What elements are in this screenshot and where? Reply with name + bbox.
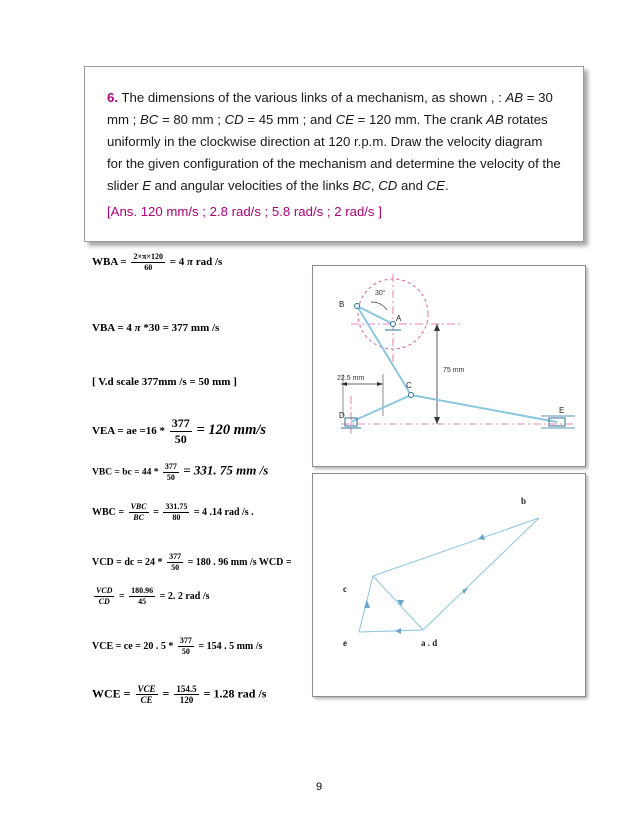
vea-equation: VEA = ae =16 * $\frac{377}{50}$ = 120 mm/s [92,416,267,446]
wce-fraction-numeric: $\frac{154.5}{120}$ [176,684,197,705]
wbc-fraction-symbolic: $\frac{\text{VBC}}{BC}$ [130,502,147,522]
angle-arc [371,302,387,310]
scale-note: [ V.d scale 377mm /s = 50 mm ] [92,376,237,388]
joint-a [391,322,396,327]
answer-line: [Ans. 120 mm/s ; 2.8 rad/s ; 5.8 rad/s ; 2 rad/s ] [107,204,382,219]
wcd-fraction-symbolic: $\frac{\text{VCD}}{CD}$ [96,586,113,606]
wbc-fraction-numeric: $\frac{331.75}{80}$ [165,502,188,522]
vector-ab [423,518,539,630]
dim-22-arrow-right [377,382,383,386]
vbc-equation: VBC = bc = 44 * $\frac{377}{50}$ = 331. 75 mm /s [92,462,269,482]
vbc-fraction: $\frac{377}{50}$ [164,462,177,482]
wcd-equation: $\frac{\text{VCD}}{CD}$ = $\frac{180.96}{45}$ = 2. 2 rad /s [96,586,210,606]
problem-text: 6. The dimensions of the various links of a mechanism, as shown , : AB = 30 mm ; BC = 80 mm ; CD = 45 mm ; and CE = 120 mm. The crank AB rotates uniformly in the clockwise direction at 120 r.p.m. Draw the velocity diagram for the given configuration of the mechanism and determine the velocity of the slider E and angular velocities of the links BC, CD and CE. [107,90,561,193]
velocity-diagram [313,474,585,696]
dim-22-label: 22.5 mm [337,375,365,382]
wcd-fraction-numeric: $\frac{180.96}{45}$ [131,586,154,606]
dim-75-arrow-top [434,324,440,331]
vce-fraction: $\frac{377}{50}$ [179,636,192,656]
mechanism-figure [312,265,586,467]
wce-equation: WCE = $\frac{\text{VCE}}{CE}$ = $\frac{154.5}{120}$ = 1.28 rad /s [92,684,267,705]
arrow-ce [364,600,370,608]
wce-fraction-symbolic: $\frac{\text{VCE}}{CE}$ [137,684,156,705]
label-ad-vel: a . d [421,638,438,648]
link-cd [351,395,411,422]
wba-equation: WBA = $\frac{2\times\pi\times 120}{60}$ = 4 π rad /s [92,252,223,272]
velocity-figure [312,473,586,697]
vce-equation: VCE = ce = 20 . 5 * $\frac{377}{50}$ = 154 . 5 mm /s [92,636,263,656]
arrow-bc [478,534,485,540]
label-b-vel: b [521,496,527,506]
joint-b [355,304,360,309]
vea-fraction: $\frac{377}{50}$ [171,416,190,446]
label-c-vel: c [343,584,347,594]
page-number: 9 [315,781,323,793]
vcd-equation: VCD = dc = 24 * $\frac{377}{50}$ = 180 . 96 mm /s WCD = [92,552,292,572]
angle-label: 30° [375,290,386,297]
problem-box [84,66,584,242]
dim-75-label: 75 mm [443,367,465,374]
label-a: A [396,314,402,323]
dim-22-arrow-left [341,382,347,386]
label-e-vel: e [343,638,347,648]
joint-c [409,393,414,398]
vcd-fraction: $\frac{377}{50}$ [169,552,182,572]
label-e: E [559,406,565,415]
link-ce [411,395,557,422]
mechanism-diagram [313,266,585,466]
problem-number: 6. [107,90,118,105]
vector-bc [373,518,539,576]
arrow-ae [395,628,401,634]
label-d: D [339,411,345,420]
wba-fraction: $\frac{2\times\pi\times 120}{60}$ [133,252,163,272]
dim-75-arrow-bottom [434,417,440,424]
vector-ae [359,630,423,632]
label-b: B [339,300,345,309]
vba-equation: VBA = 4 π *30 = 377 mm /s [92,322,220,334]
label-c: C [406,381,412,390]
wbc-equation: WBC = $\frac{\text{VBC}}{BC}$ = $\frac{331.75}{80}$ = 4 .14 rad /s . [92,502,254,522]
vector-dc [373,576,423,630]
